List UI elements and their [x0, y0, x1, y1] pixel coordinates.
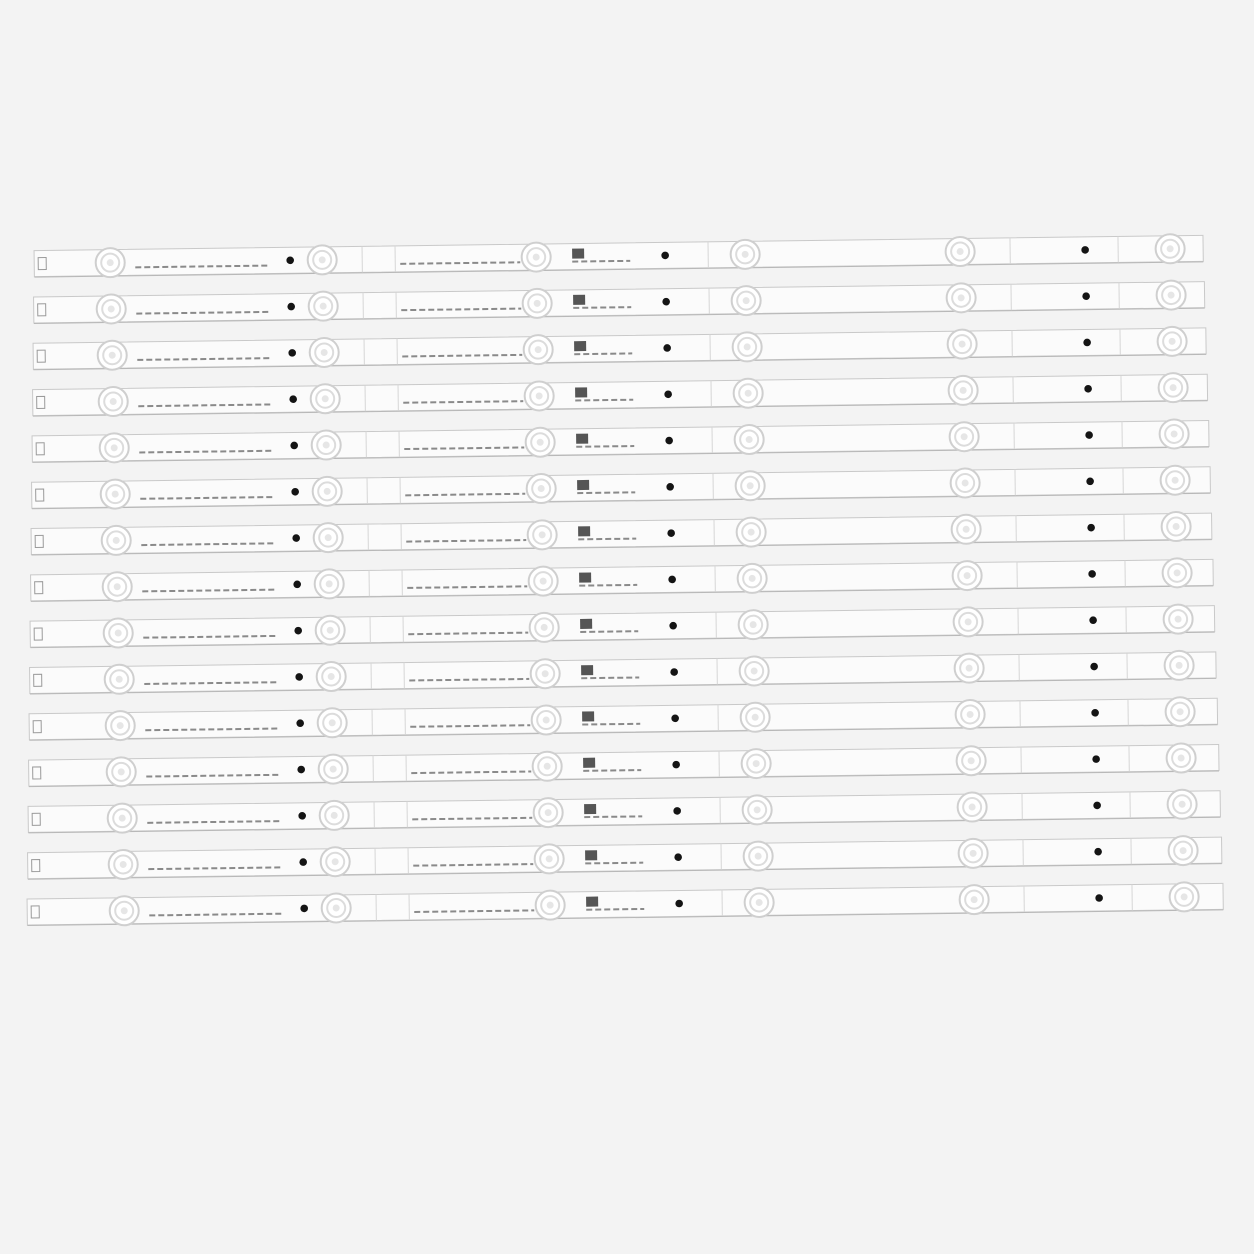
- label-block: [586, 897, 598, 907]
- label-block: [575, 387, 587, 397]
- label-block: [572, 248, 584, 258]
- label-block: [582, 711, 594, 721]
- label-block: [583, 758, 595, 768]
- label-block: [580, 619, 592, 629]
- label-block: [574, 341, 586, 351]
- label-block: [585, 850, 597, 860]
- label-block: [576, 434, 588, 444]
- label-block: [577, 480, 589, 490]
- label-block: [578, 526, 590, 536]
- label-block: [573, 295, 585, 305]
- label-block: [579, 573, 591, 583]
- label-block: [584, 804, 596, 814]
- label-block: [581, 665, 593, 675]
